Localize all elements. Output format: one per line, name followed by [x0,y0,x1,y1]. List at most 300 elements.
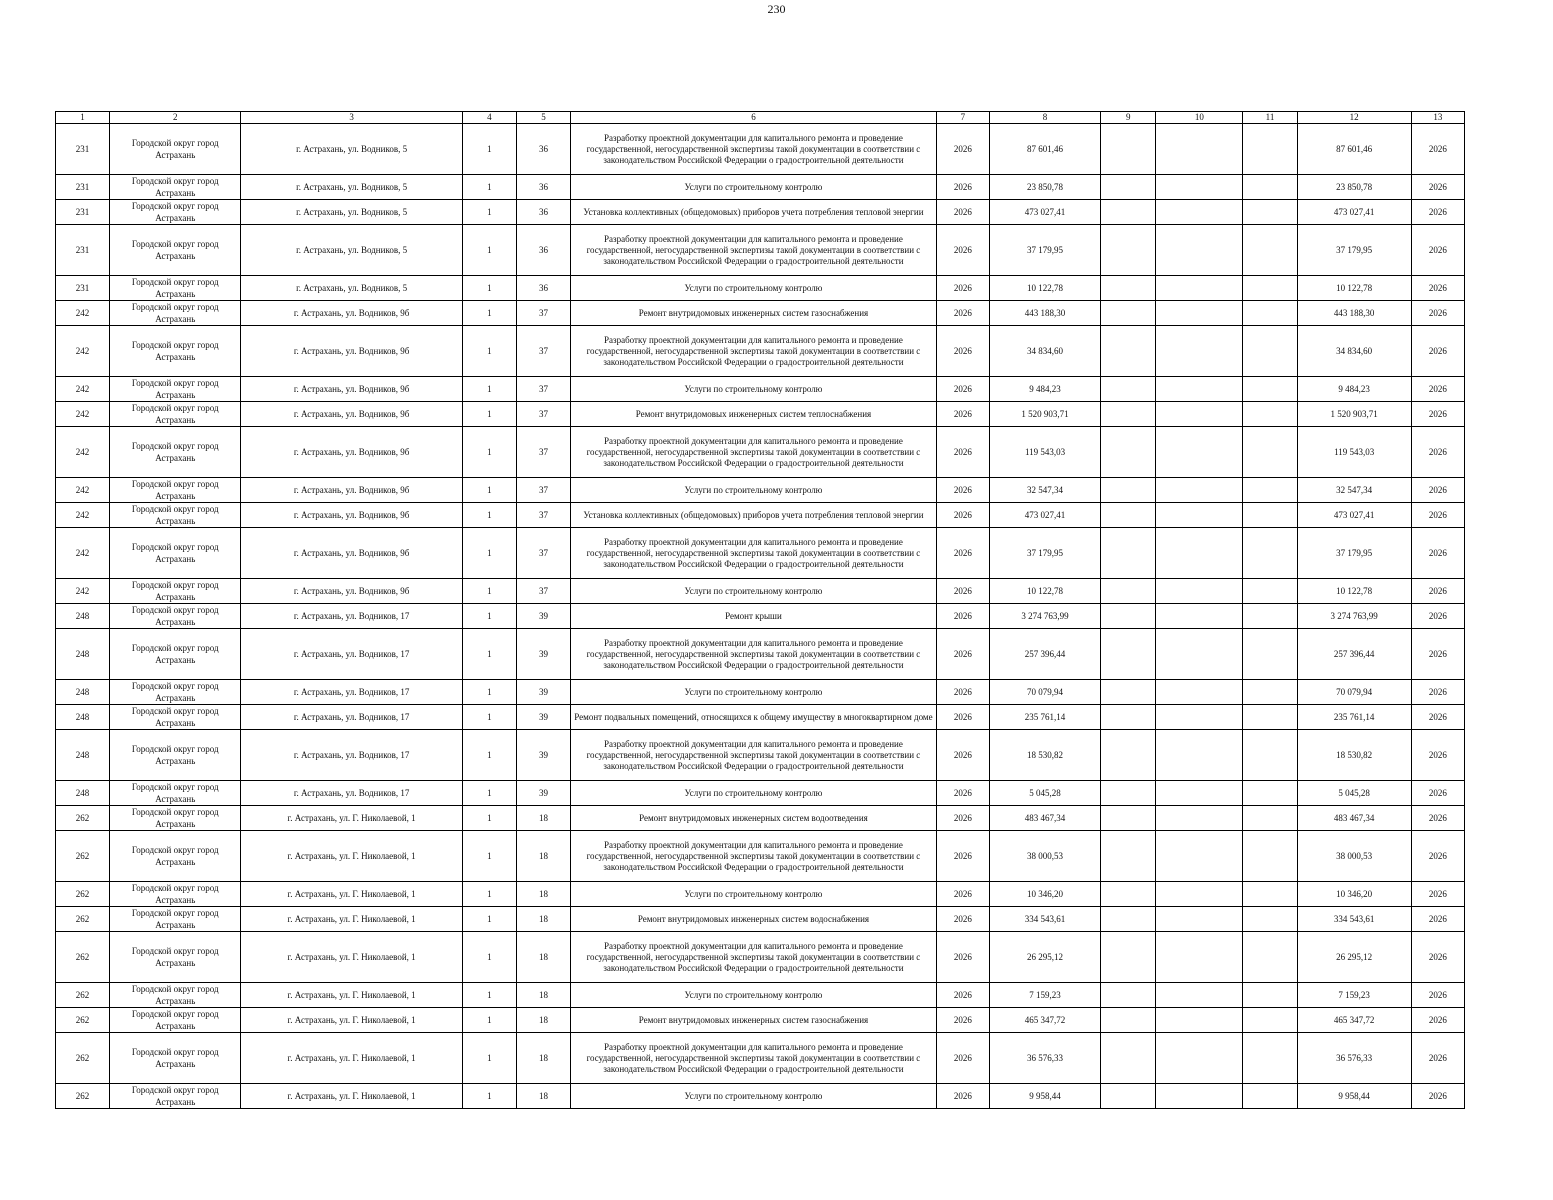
year-cell: 2026 [936,1033,989,1084]
table-row [56,200,1465,225]
col5-cell: 39 [516,781,570,806]
col4-cell: 1 [462,528,516,579]
row-number-cell: 242 [56,528,110,579]
work-type-cell: Установка коллективных (общедомовых) приборов учета потребления тепловой энергии [571,200,937,225]
total-cost-cell: 9 958,44 [989,1084,1100,1109]
col10-cell [1156,1008,1243,1033]
col5-cell: 37 [516,402,570,427]
year-cell: 2026 [936,427,989,478]
year-cell: 2026 [936,528,989,579]
col9-cell [1101,124,1156,175]
col13-year-cell: 2026 [1411,528,1464,579]
col13-year-cell: 2026 [1411,1033,1464,1084]
col9-cell [1101,427,1156,478]
col11-cell [1243,604,1297,629]
col10-cell [1156,579,1243,604]
col4-cell: 1 [462,604,516,629]
col9-cell [1101,932,1156,983]
col13-year-cell: 2026 [1411,1084,1464,1109]
work-type-cell: Разработку проектной документации для капитального ремонта и проведение государственной, негосударственной экспертизы такой документации в соответствии с законодательством Российской Федерации о градостроительной деятельности [571,124,937,175]
address-cell: г. Астрахань, ул. Водников, 5 [241,276,462,301]
address-cell: г. Астрахань, ул. Водников, 5 [241,200,462,225]
col5-cell: 37 [516,528,570,579]
col12-cost-cell: 37 179,95 [1297,528,1411,579]
row-number-cell: 242 [56,503,110,528]
col13-year-cell: 2026 [1411,983,1464,1008]
col11-cell [1243,1084,1297,1109]
row-number-cell: 262 [56,1008,110,1033]
col9-cell [1101,604,1156,629]
municipality-cell: Городской округ город Астрахань [110,175,241,200]
col10-cell [1156,730,1243,781]
total-cost-cell: 473 027,41 [989,200,1100,225]
work-type-cell: Ремонт внутридомовых инженерных систем газоснабжения [571,1008,937,1033]
municipality-cell: Городской округ город Астрахань [110,604,241,629]
col10-cell [1156,478,1243,503]
col13-year-cell: 2026 [1411,882,1464,907]
address-cell: г. Астрахань, ул. Водников, 9б [241,478,462,503]
col10-cell [1156,175,1243,200]
col5-cell: 18 [516,1084,570,1109]
col9-cell [1101,528,1156,579]
address-cell: г. Астрахань, ул. Водников, 5 [241,124,462,175]
column-number-row [56,112,1465,124]
col12-cost-cell: 37 179,95 [1297,225,1411,276]
municipality-cell: Городской округ город Астрахань [110,402,241,427]
col9-cell [1101,478,1156,503]
col13-year-cell: 2026 [1411,225,1464,276]
total-cost-cell: 119 543,03 [989,427,1100,478]
row-number-cell: 262 [56,831,110,882]
total-cost-cell: 36 576,33 [989,1033,1100,1084]
year-cell: 2026 [936,1008,989,1033]
municipality-cell: Городской округ город Астрахань [110,983,241,1008]
address-cell: г. Астрахань, ул. Г. Николаевой, 1 [241,983,462,1008]
year-cell: 2026 [936,225,989,276]
table-row [56,806,1465,831]
table-row [56,932,1465,983]
address-cell: г. Астрахань, ул. Г. Николаевой, 1 [241,1033,462,1084]
address-cell: г. Астрахань, ул. Г. Николаевой, 1 [241,932,462,983]
year-cell: 2026 [936,301,989,326]
col5-cell: 18 [516,1033,570,1084]
col9-cell [1101,882,1156,907]
col13-year-cell: 2026 [1411,478,1464,503]
row-number-cell: 242 [56,579,110,604]
total-cost-cell: 18 530,82 [989,730,1100,781]
table-row [56,629,1465,680]
table-row [56,604,1465,629]
col4-cell: 1 [462,200,516,225]
col10-cell [1156,377,1243,402]
municipality-cell: Городской округ город Астрахань [110,781,241,806]
col5-cell: 36 [516,124,570,175]
total-cost-cell: 483 467,34 [989,806,1100,831]
col4-cell: 1 [462,124,516,175]
work-type-cell: Ремонт внутридомовых инженерных систем теплоснабжения [571,402,937,427]
work-type-cell: Разработку проектной документации для капитального ремонта и проведение государственной, негосударственной экспертизы такой документации в соответствии с законодательством Российской Федерации о градостроительной деятельности [571,225,937,276]
table-row [56,326,1465,377]
col9-cell [1101,806,1156,831]
municipality-cell: Городской округ город Астрахань [110,705,241,730]
address-cell: г. Астрахань, ул. Г. Николаевой, 1 [241,1084,462,1109]
col13-year-cell: 2026 [1411,907,1464,932]
col5-cell: 36 [516,225,570,276]
col4-cell: 1 [462,680,516,705]
row-number-cell: 262 [56,983,110,1008]
address-cell: г. Астрахань, ул. Водников, 17 [241,680,462,705]
work-type-cell: Услуги по строительному контролю [571,680,937,705]
col10-cell [1156,124,1243,175]
col12-cost-cell: 119 543,03 [1297,427,1411,478]
col5-cell: 37 [516,377,570,402]
total-cost-cell: 10 346,20 [989,882,1100,907]
municipality-cell: Городской округ город Астрахань [110,478,241,503]
col9-cell [1101,175,1156,200]
municipality-cell: Городской округ город Астрахань [110,528,241,579]
col10-cell [1156,806,1243,831]
col4-cell: 1 [462,503,516,528]
col12-cost-cell: 87 601,46 [1297,124,1411,175]
work-type-cell: Услуги по строительному контролю [571,781,937,806]
address-cell: г. Астрахань, ул. Водников, 9б [241,402,462,427]
col12-cost-cell: 443 188,30 [1297,301,1411,326]
year-cell: 2026 [936,604,989,629]
municipality-cell: Городской округ город Астрахань [110,831,241,882]
col12-cost-cell: 36 576,33 [1297,1033,1411,1084]
col12-cost-cell: 38 000,53 [1297,831,1411,882]
col5-cell: 37 [516,301,570,326]
total-cost-cell: 34 834,60 [989,326,1100,377]
row-number-cell: 242 [56,402,110,427]
total-cost-cell: 473 027,41 [989,503,1100,528]
col9-cell [1101,301,1156,326]
col9-cell [1101,983,1156,1008]
address-cell: г. Астрахань, ул. Водников, 17 [241,604,462,629]
year-cell: 2026 [936,124,989,175]
col4-cell: 1 [462,1084,516,1109]
col10-cell [1156,427,1243,478]
col5-cell: 36 [516,276,570,301]
column-header: 4 [462,112,516,124]
total-cost-cell: 87 601,46 [989,124,1100,175]
column-header: 8 [989,112,1100,124]
col10-cell [1156,528,1243,579]
total-cost-cell: 1 520 903,71 [989,402,1100,427]
column-header: 5 [516,112,570,124]
table-row [56,1008,1465,1033]
table-row [56,1033,1465,1084]
col9-cell [1101,225,1156,276]
col4-cell: 1 [462,730,516,781]
total-cost-cell: 7 159,23 [989,983,1100,1008]
municipality-cell: Городской округ город Астрахань [110,680,241,705]
col9-cell [1101,1008,1156,1033]
col11-cell [1243,629,1297,680]
municipality-cell: Городской округ город Астрахань [110,124,241,175]
row-number-cell: 231 [56,200,110,225]
col5-cell: 39 [516,680,570,705]
col11-cell [1243,806,1297,831]
col12-cost-cell: 465 347,72 [1297,1008,1411,1033]
col12-cost-cell: 473 027,41 [1297,200,1411,225]
work-type-cell: Услуги по строительному контролю [571,377,937,402]
col9-cell [1101,402,1156,427]
col9-cell [1101,629,1156,680]
work-type-cell: Разработку проектной документации для капитального ремонта и проведение государственной, негосударственной экспертизы такой документации в соответствии с законодательством Российской Федерации о градостроительной деятельности [571,326,937,377]
municipality-cell: Городской округ город Астрахань [110,377,241,402]
address-cell: г. Астрахань, ул. Водников, 17 [241,705,462,730]
year-cell: 2026 [936,579,989,604]
total-cost-cell: 5 045,28 [989,781,1100,806]
work-type-cell: Разработку проектной документации для капитального ремонта и проведение государственной, негосударственной экспертизы такой документации в соответствии с законодательством Российской Федерации о градостроительной деятельности [571,932,937,983]
col11-cell [1243,301,1297,326]
col12-cost-cell: 5 045,28 [1297,781,1411,806]
col11-cell [1243,200,1297,225]
col10-cell [1156,781,1243,806]
col5-cell: 18 [516,932,570,983]
col13-year-cell: 2026 [1411,705,1464,730]
table-row [56,781,1465,806]
col12-cost-cell: 10 122,78 [1297,579,1411,604]
row-number-cell: 231 [56,175,110,200]
address-cell: г. Астрахань, ул. Водников, 9б [241,528,462,579]
col11-cell [1243,983,1297,1008]
col12-cost-cell: 9 484,23 [1297,377,1411,402]
col4-cell: 1 [462,831,516,882]
year-cell: 2026 [936,478,989,503]
total-cost-cell: 70 079,94 [989,680,1100,705]
col11-cell [1243,882,1297,907]
col12-cost-cell: 32 547,34 [1297,478,1411,503]
table-row [56,124,1465,175]
col13-year-cell: 2026 [1411,831,1464,882]
col12-cost-cell: 18 530,82 [1297,730,1411,781]
address-cell: г. Астрахань, ул. Водников, 5 [241,225,462,276]
address-cell: г. Астрахань, ул. Г. Николаевой, 1 [241,806,462,831]
col11-cell [1243,478,1297,503]
col5-cell: 39 [516,604,570,629]
col12-cost-cell: 34 834,60 [1297,326,1411,377]
table-row [56,983,1465,1008]
col11-cell [1243,1008,1297,1033]
col10-cell [1156,680,1243,705]
col13-year-cell: 2026 [1411,604,1464,629]
municipality-cell: Городской округ город Астрахань [110,1033,241,1084]
col11-cell [1243,377,1297,402]
row-number-cell: 242 [56,478,110,503]
work-type-cell: Разработку проектной документации для капитального ремонта и проведение государственной, негосударственной экспертизы такой документации в соответствии с законодательством Российской Федерации о градостроительной деятельности [571,629,937,680]
address-cell: г. Астрахань, ул. Водников, 17 [241,781,462,806]
row-number-cell: 248 [56,629,110,680]
column-header: 13 [1411,112,1464,124]
municipality-cell: Городской округ город Астрахань [110,629,241,680]
total-cost-cell: 443 188,30 [989,301,1100,326]
col4-cell: 1 [462,983,516,1008]
address-cell: г. Астрахань, ул. Водников, 17 [241,730,462,781]
col10-cell [1156,907,1243,932]
work-type-cell: Разработку проектной документации для капитального ремонта и проведение государственной, негосударственной экспертизы такой документации в соответствии с законодательством Российской Федерации о градостроительной деятельности [571,427,937,478]
col13-year-cell: 2026 [1411,427,1464,478]
col4-cell: 1 [462,579,516,604]
col13-year-cell: 2026 [1411,1008,1464,1033]
total-cost-cell: 26 295,12 [989,932,1100,983]
total-cost-cell: 257 396,44 [989,629,1100,680]
col11-cell [1243,276,1297,301]
col13-year-cell: 2026 [1411,781,1464,806]
col10-cell [1156,402,1243,427]
row-number-cell: 262 [56,907,110,932]
municipality-cell: Городской округ город Астрахань [110,907,241,932]
col13-year-cell: 2026 [1411,301,1464,326]
total-cost-cell: 23 850,78 [989,175,1100,200]
col13-year-cell: 2026 [1411,326,1464,377]
col11-cell [1243,528,1297,579]
col12-cost-cell: 10 122,78 [1297,276,1411,301]
address-cell: г. Астрахань, ул. Водников, 17 [241,629,462,680]
total-cost-cell: 10 122,78 [989,276,1100,301]
work-type-cell: Услуги по строительному контролю [571,882,937,907]
col13-year-cell: 2026 [1411,200,1464,225]
capital-repair-table [55,111,1465,1109]
col11-cell [1243,907,1297,932]
col10-cell [1156,225,1243,276]
col5-cell: 18 [516,806,570,831]
total-cost-cell: 9 484,23 [989,377,1100,402]
col12-cost-cell: 23 850,78 [1297,175,1411,200]
year-cell: 2026 [936,276,989,301]
work-type-cell: Разработку проектной документации для капитального ремонта и проведение государственной, негосударственной экспертизы такой документации в соответствии с законодательством Российской Федерации о градостроительной деятельности [571,528,937,579]
year-cell: 2026 [936,680,989,705]
col4-cell: 1 [462,1008,516,1033]
address-cell: г. Астрахань, ул. Водников, 5 [241,175,462,200]
col11-cell [1243,730,1297,781]
col10-cell [1156,629,1243,680]
col4-cell: 1 [462,629,516,680]
col5-cell: 37 [516,326,570,377]
address-cell: г. Астрахань, ул. Г. Николаевой, 1 [241,907,462,932]
row-number-cell: 248 [56,730,110,781]
col4-cell: 1 [462,276,516,301]
column-header: 3 [241,112,462,124]
col10-cell [1156,604,1243,629]
col10-cell [1156,276,1243,301]
row-number-cell: 231 [56,276,110,301]
table-row [56,478,1465,503]
total-cost-cell: 10 122,78 [989,579,1100,604]
municipality-cell: Городской округ город Астрахань [110,326,241,377]
table-row [56,402,1465,427]
column-header: 6 [571,112,937,124]
col4-cell: 1 [462,326,516,377]
col11-cell [1243,831,1297,882]
work-type-cell: Разработку проектной документации для капитального ремонта и проведение государственной, негосударственной экспертизы такой документации в соответствии с законодательством Российской Федерации о градостроительной деятельности [571,730,937,781]
col13-year-cell: 2026 [1411,503,1464,528]
year-cell: 2026 [936,907,989,932]
column-header: 11 [1243,112,1297,124]
col9-cell [1101,781,1156,806]
row-number-cell: 248 [56,705,110,730]
work-type-cell: Услуги по строительному контролю [571,478,937,503]
col5-cell: 18 [516,983,570,1008]
municipality-cell: Городской округ город Астрахань [110,932,241,983]
col12-cost-cell: 235 761,14 [1297,705,1411,730]
year-cell: 2026 [936,705,989,730]
address-cell: г. Астрахань, ул. Водников, 9б [241,427,462,478]
work-type-cell: Услуги по строительному контролю [571,1084,937,1109]
table-body [56,124,1465,1109]
col11-cell [1243,225,1297,276]
year-cell: 2026 [936,629,989,680]
work-type-cell: Ремонт внутридомовых инженерных систем водоотведения [571,806,937,831]
municipality-cell: Городской округ город Астрахань [110,579,241,604]
work-type-cell: Услуги по строительному контролю [571,983,937,1008]
col11-cell [1243,427,1297,478]
page-number: 230 [767,2,786,16]
col11-cell [1243,124,1297,175]
row-number-cell: 242 [56,427,110,478]
column-header: 12 [1297,112,1411,124]
col11-cell [1243,326,1297,377]
col13-year-cell: 2026 [1411,377,1464,402]
municipality-cell: Городской округ город Астрахань [110,276,241,301]
col9-cell [1101,705,1156,730]
col12-cost-cell: 483 467,34 [1297,806,1411,831]
col4-cell: 1 [462,882,516,907]
table-row [56,579,1465,604]
col4-cell: 1 [462,705,516,730]
col11-cell [1243,503,1297,528]
col10-cell [1156,326,1243,377]
col9-cell [1101,1084,1156,1109]
row-number-cell: 242 [56,301,110,326]
table-row [56,831,1465,882]
address-cell: г. Астрахань, ул. Водников, 9б [241,377,462,402]
col5-cell: 18 [516,1008,570,1033]
table-row [56,882,1465,907]
table-row [56,276,1465,301]
total-cost-cell: 37 179,95 [989,225,1100,276]
col9-cell [1101,503,1156,528]
col10-cell [1156,705,1243,730]
col9-cell [1101,1033,1156,1084]
col4-cell: 1 [462,427,516,478]
year-cell: 2026 [936,402,989,427]
col11-cell [1243,781,1297,806]
row-number-cell: 262 [56,1033,110,1084]
col11-cell [1243,705,1297,730]
col4-cell: 1 [462,1033,516,1084]
table-row [56,427,1465,478]
row-number-cell: 231 [56,225,110,276]
row-number-cell: 231 [56,124,110,175]
address-cell: г. Астрахань, ул. Водников, 9б [241,503,462,528]
table-row [56,503,1465,528]
row-number-cell: 242 [56,326,110,377]
column-header: 1 [56,112,110,124]
col4-cell: 1 [462,478,516,503]
work-type-cell: Услуги по строительному контролю [571,579,937,604]
col9-cell [1101,730,1156,781]
work-type-cell: Разработку проектной документации для капитального ремонта и проведение государственной, негосударственной экспертизы такой документации в соответствии с законодательством Российской Федерации о градостроительной деятельности [571,1033,937,1084]
address-cell: г. Астрахань, ул. Водников, 9б [241,579,462,604]
col5-cell: 36 [516,200,570,225]
col13-year-cell: 2026 [1411,124,1464,175]
col5-cell: 39 [516,705,570,730]
col13-year-cell: 2026 [1411,730,1464,781]
col5-cell: 18 [516,882,570,907]
col5-cell: 39 [516,730,570,781]
